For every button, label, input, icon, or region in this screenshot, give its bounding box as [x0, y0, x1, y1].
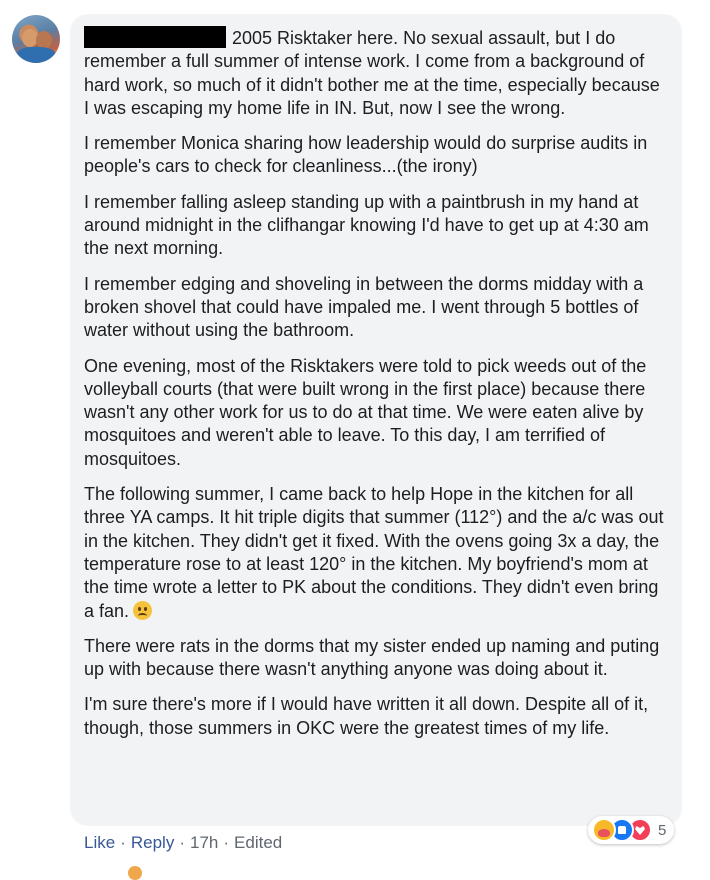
reaction-count: 5: [658, 821, 667, 839]
avatar-shirt: [16, 47, 56, 63]
timestamp[interactable]: 17h: [190, 833, 219, 852]
care-icon: [592, 818, 616, 842]
comment-paragraph-5: One evening, most of the Risktakers were told to pick weeds out of the volleyball courts (that were built wrong in the first place) because there wasn't any other work for us to do at that time. We were eaten alive by mosquitoes and weren't able to leave. To this day, I am terrified of mosquitoes.: [84, 355, 647, 469]
redacted-name: [84, 26, 226, 48]
comment-actions: [84, 832, 282, 854]
edited-label[interactable]: Edited: [234, 833, 283, 852]
reactions-summary[interactable]: [588, 816, 674, 844]
comment-paragraph-7: There were rats in the dorms that my sister ended up naming and puting up with because there wasn't anything anyone was doing about it.: [84, 635, 660, 680]
comment-paragraph-4: I remember edging and shoveling in between the dorms midday with a broken shovel that could have impaled me. I went through 5 bottles of water without using the bathroom.: [84, 273, 644, 341]
comment-bubble: [70, 14, 682, 826]
like-link[interactable]: Like: [84, 833, 116, 852]
separator-dot: ·: [179, 833, 185, 852]
comment-paragraph-2: I remember Monica sharing how leadership would do surprise audits in people's cars to check for cleanliness...(the irony): [84, 133, 648, 177]
separator-dot: ·: [120, 833, 126, 852]
reply-link[interactable]: Reply: [130, 833, 175, 852]
comment-paragraph-1-text: 2005 Risktaker here. No sexual assault, but I do remember a full summer of intense work. I come from a background of hard work, so much of it didn't bother me at the time, especially because I was escaping my home life in IN. But, now I see the wrong.: [84, 28, 660, 118]
comment-paragraph-6: [84, 483, 668, 623]
comment-paragraph-1: [84, 26, 668, 120]
separator-dot: ·: [223, 833, 230, 852]
confused-face-emoji-icon: [133, 601, 152, 620]
comment-paragraph-6-text: The following summer, I came back to help Hope in the kitchen for all three YA camps. It hit triple digits that summer (112°) and the a/c was out in the kitchen. They didn't get it fixed. With the ovens going 3x a day, the temperature rose to at least 120° in the kitchen. My boyfriend's mom at the time wrote a letter to PK about the conditions. They didn't even bring a fan.: [84, 484, 664, 621]
avatar[interactable]: [12, 15, 60, 63]
comment-paragraph-8: I'm sure there's more if I would have written it all down. Despite all of it, though, those summers in OKC were the greatest times of my life.: [84, 694, 649, 738]
comment-paragraph-3: I remember falling asleep standing up with a paintbrush in my hand at around midnight in the clifhangar knowing I'd have to get up at 4:30 am the next morning.: [84, 191, 649, 259]
next-item-avatar-peek: [128, 866, 142, 880]
